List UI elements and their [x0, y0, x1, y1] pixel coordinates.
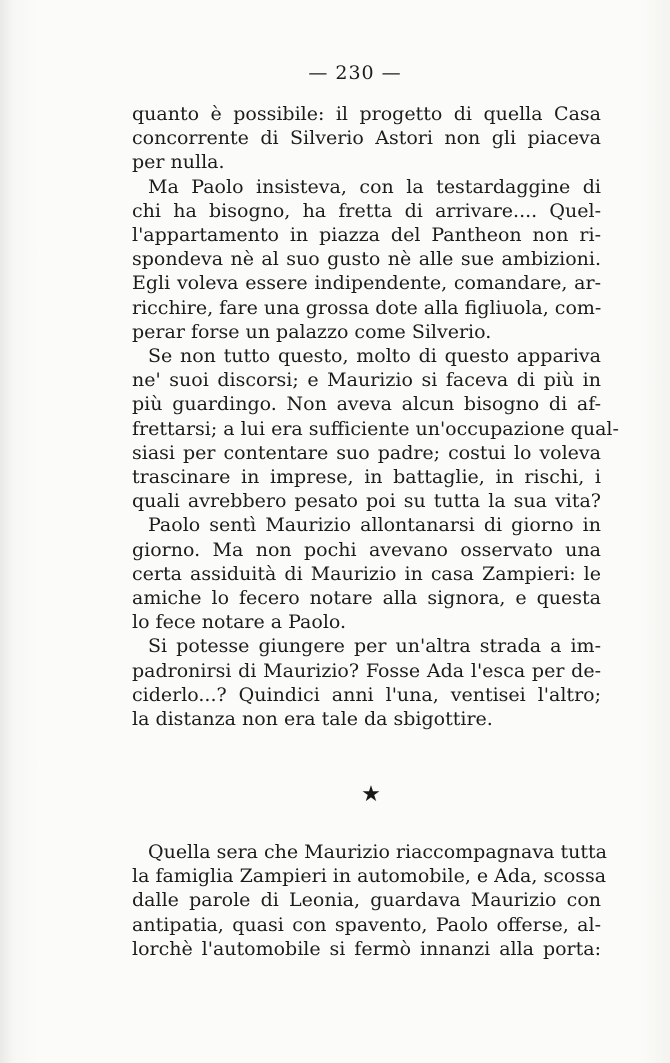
text-line: ricchire, fare una grossa dote alla figliuola, com- — [132, 296, 602, 319]
text-line: la distanza non era tale da sbigottire. — [132, 708, 493, 731]
text-line: Paolo sentì Maurizio allontanarsi di giorno in — [148, 514, 601, 537]
text-line: lorchè l'automobile si fermò innanzi alla porta: — [132, 937, 601, 960]
text-line: la famiglia Zampieri in automobile, e Ada, scossa — [132, 865, 607, 888]
text-line: quali avrebbero pesato poi su tutta la sua vita? — [132, 490, 601, 513]
text-line: dalle parole di Leonia, guardava Maurizio con — [132, 889, 601, 912]
text-line: trascinare in imprese, in battaglie, in rischi, i — [132, 466, 601, 489]
text-line: ne' suoi discorsi; e Maurizio si faceva di più in — [132, 369, 601, 392]
text-line: Egli voleva essere indipendente, comandare, ar- — [132, 272, 601, 295]
text-line: spondeva nè al suo gusto nè alle sue ambizioni. — [132, 248, 601, 271]
lower-text-block — [132, 840, 607, 961]
text-line: Si potesse giungere per un'altra strada a im- — [148, 635, 601, 658]
page-number: — 230 — — [308, 62, 402, 84]
text-line: padronirsi di Maurizio? Fosse Ada l'esca per de- — [132, 659, 601, 682]
text-line: siasi per contentare suo padre; costui lo voleva — [132, 441, 601, 464]
text-line: frettarsi; a lui era sufficiente un'occupazione qual- — [132, 417, 619, 440]
text-line: giorno. Ma non pochi avevano osservato una — [132, 538, 601, 561]
text-line: Se non tutto questo, molto di questo appariva — [148, 345, 601, 368]
text-line: Quella sera che Maurizio riaccompagnava tutta — [148, 841, 607, 863]
section-break-star: ★ — [361, 782, 381, 807]
text-line: amiche lo fecero notare alla signora, e questa — [132, 587, 601, 610]
text-line: l'appartamento in piazza del Pantheon non ri- — [132, 224, 601, 247]
text-line: più guardingo. Non aveva alcun bisogno di af- — [132, 393, 601, 416]
text-line: certa assiduità di Maurizio in casa Zampieri: le — [132, 562, 601, 585]
text-line: perar forse un palazzo come Silverio. — [132, 320, 492, 343]
text-line: per nulla. — [132, 151, 225, 174]
upper-text-block — [132, 102, 619, 731]
text-line: ciderlo...? Quindici anni l'una, ventisei l'altro; — [132, 683, 601, 706]
text-line: Ma Paolo insisteva, con la testardaggine di — [148, 175, 601, 198]
text-line: concorrente di Silverio Astori non gli piaceva — [132, 127, 601, 150]
text-line: antipatia, quasi con spavento, Paolo offerse, al- — [132, 913, 601, 936]
text-line: chi ha bisogno, ha fretta di arrivare.... Quel- — [132, 199, 601, 222]
text-line: lo fece notare a Paolo. — [132, 611, 347, 634]
text-line: quanto è possibile: il progetto di quella Casa — [132, 103, 601, 125]
